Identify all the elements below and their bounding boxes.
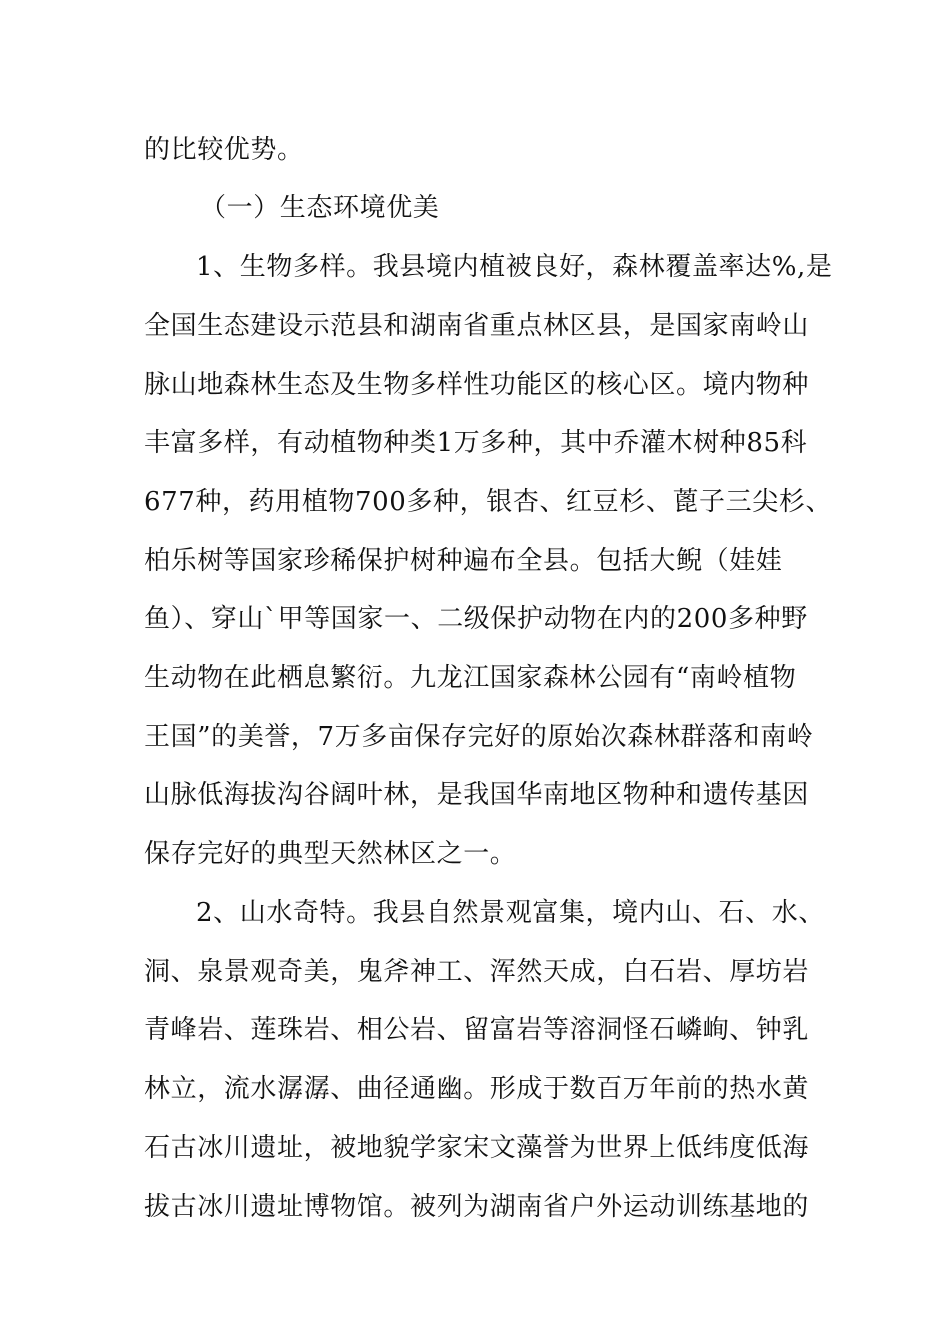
text-line: 王国”的美誉，7万多亩保存完好的原始次森林群落和南岭 <box>144 722 814 752</box>
text-line: 脉山地森林生态及生物多样性功能区的核心区。境内物种 <box>144 370 810 400</box>
text-line: 1、生物多样。我县境内植被良好，森林覆盖率达%,是 <box>196 252 833 282</box>
text-line: 2、山水奇特。我县自然景观富集，境内山、石、水、 <box>196 898 825 928</box>
text-line: 拔古冰川遗址博物馆。被列为湖南省户外运动训练基地的 <box>144 1192 810 1222</box>
text-line: 山脉低海拔沟谷阔叶林，是我国华南地区物种和遗传基因 <box>144 780 810 810</box>
text-line: 石古冰川遗址，被地貌学家宋文藻誉为世界上低纬度低海 <box>144 1133 810 1163</box>
section-heading: （一）生态环境优美 <box>200 193 440 223</box>
text-line: 全国生态建设示范县和湖南省重点林区县，是国家南岭山 <box>144 311 810 341</box>
text-line: 677种，药用植物700多种，银杏、红豆杉、蓖子三尖杉、 <box>144 487 833 517</box>
text-line: 洞、泉景观奇美，鬼斧神工、浑然天成，白石岩、厚坊岩 <box>144 957 810 987</box>
text-line: 鱼）、穿山`甲等国家一、二级保护动物在内的200多种野 <box>144 604 808 634</box>
text-line: 的比较优势。 <box>144 135 304 165</box>
text-line: 保存完好的典型天然林区之一。 <box>144 839 517 869</box>
text-line: 柏乐树等国家珍稀保护树种遍布全县。包括大鲵（娃娃 <box>144 546 783 576</box>
text-line: 林立，流水潺潺、曲径通幽。形成于数百万年前的热水黄 <box>144 1074 810 1104</box>
text-line: 生动物在此栖息繁衍。九龙江国家森林公园有“南岭植物 <box>144 663 797 693</box>
text-line: 青峰岩、莲珠岩、相公岩、留富岩等溶洞怪石嶙峋、钟乳 <box>144 1015 810 1045</box>
text-line: 丰富多样，有动植物种类1万多种，其中乔灌木树种85科 <box>144 428 808 458</box>
